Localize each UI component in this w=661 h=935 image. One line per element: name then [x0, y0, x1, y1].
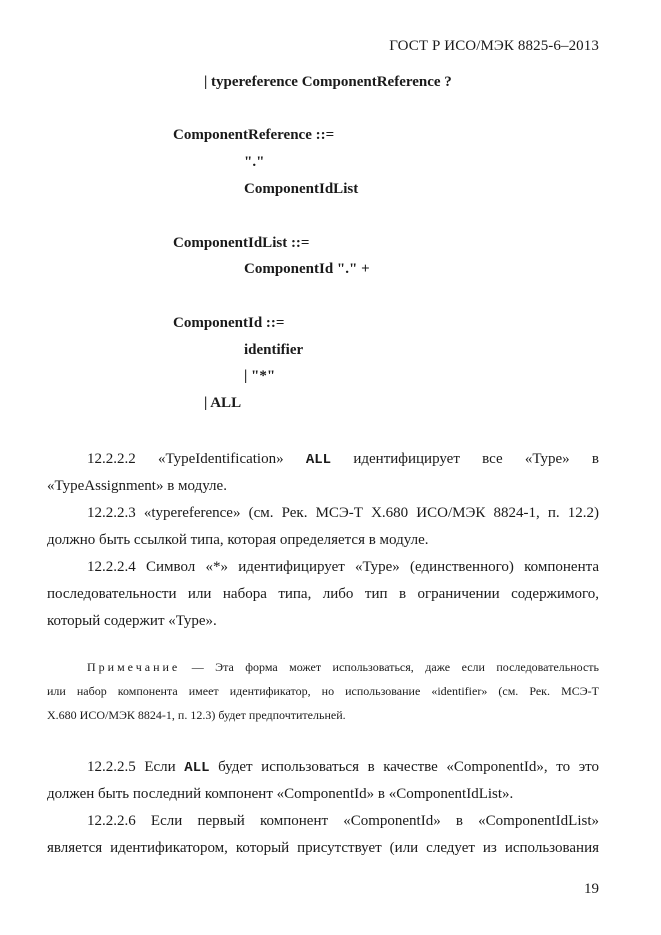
- document-header: ГОСТ Р ИСО/МЭК 8825-6–2013: [389, 38, 599, 54]
- grammar-component-id-head: ComponentId ::=: [173, 315, 285, 331]
- code-all: ALL: [184, 760, 210, 776]
- paragraph-12-2-2-5-line2: должен быть последний компонент «ComponentId» в «ComponentIdList».: [47, 786, 514, 802]
- paragraph-12-2-2-2-line1: [47, 446, 599, 474]
- grammar-component-reference-head: ComponentReference ::=: [173, 127, 335, 143]
- paragraph-text: 12.2.2.6 Если первый компонент «ComponentId» в «ComponentIdList»: [87, 813, 599, 829]
- grammar-component-id-list-body: ComponentId "." +: [244, 261, 370, 277]
- paragraph-12-2-2-2-line2: «TypeAssignment» в модуле.: [47, 478, 227, 494]
- paragraph-text: 12.2.2.4 Символ «*» идентифицирует «Type» (единственного) компонента: [87, 559, 599, 575]
- paragraph-number: 12.2.2.2: [87, 451, 136, 467]
- paragraph-12-2-2-4-line3: который содержит «Type».: [47, 613, 217, 629]
- page-number: 19: [584, 881, 599, 897]
- paragraph-12-2-2-6-line2: является идентификатором, который присутствует (или следует из использования: [47, 840, 599, 856]
- grammar-component-reference-list: ComponentIdList: [244, 181, 359, 197]
- note-line3: Х.680 ИСО/МЭК 8824-1, п. 12.3) будет предпочтительней.: [47, 708, 346, 722]
- grammar-component-reference-dot: ".": [244, 154, 265, 170]
- text-identifies: идентифицирует все «Type» в: [353, 451, 600, 467]
- paragraph-12-2-2-4-line2: последовательности или набора типа, либо тип в ограничении содержимого,: [47, 586, 599, 602]
- paragraph-text: 12.2.2.3 «typereference» (см. Рек. МСЭ-Т Х.680 ИСО/МЭК 8824-1, п. 12.2): [87, 505, 599, 521]
- text-type-identification: «TypeIdentification»: [158, 451, 284, 467]
- paragraph-12-2-2-6-line1: [47, 808, 599, 835]
- grammar-component-id-all: | ALL: [204, 395, 242, 411]
- grammar-alt-typereference: | typereference ComponentReference ?: [204, 74, 452, 90]
- paragraph-12-2-2-4-line1: [47, 554, 599, 581]
- note-line2: или набор компонента имеет идентификатор, но использование «identifier» (см. Рек. МСЭ-Т: [47, 684, 599, 698]
- grammar-component-id-identifier: identifier: [244, 342, 304, 358]
- paragraph-text: будет использоваться в качестве «ComponentId», то это: [218, 759, 600, 775]
- paragraph-text: 12.2.2.5 Если: [87, 759, 176, 775]
- paragraph-12-2-2-3-line1: [47, 500, 599, 527]
- code-all: ALL: [305, 452, 332, 468]
- paragraph-12-2-2-3-line2: должно быть ссылкой типа, которая определяется в модуле.: [47, 532, 429, 548]
- note-line1: [47, 655, 599, 679]
- note-label: Примечание: [87, 660, 181, 674]
- grammar-component-id-star: | "*": [244, 368, 276, 384]
- note-text: — Эта форма может использоваться, даже если последовательность: [191, 660, 599, 674]
- grammar-component-id-list-head: ComponentIdList ::=: [173, 235, 310, 251]
- paragraph-12-2-2-5-line1: [47, 754, 599, 782]
